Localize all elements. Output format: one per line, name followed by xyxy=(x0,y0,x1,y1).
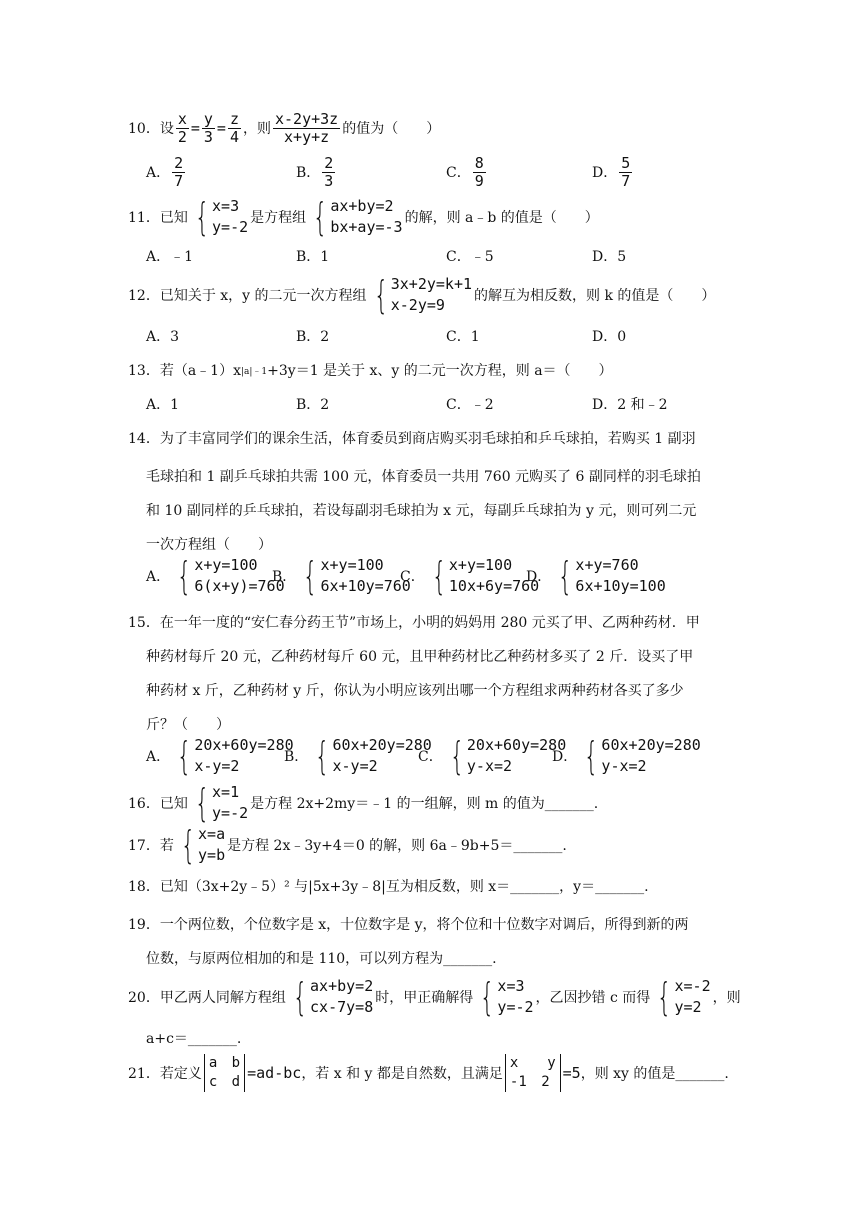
option-b: B．2 xyxy=(296,329,330,345)
question-text: 已知（3x+2y﹣5）² 与|5x+3y﹣8|互为相反数，则 x＝_______，y＝_______. xyxy=(159,879,649,895)
option-label: A． xyxy=(146,749,171,765)
denominator: x+y+z xyxy=(284,127,330,146)
option-b xyxy=(296,152,337,192)
question-13 xyxy=(128,360,613,380)
option-c xyxy=(418,732,568,780)
option-label: D． xyxy=(552,749,578,765)
option-label: A． xyxy=(146,569,171,585)
question-number: 14． xyxy=(128,431,160,447)
equation: 6x+10y=100 xyxy=(575,577,666,595)
question-text: 已知 xyxy=(159,796,188,812)
option-a: A．﹣1 xyxy=(146,249,194,265)
equation: y=2 xyxy=(674,998,702,1016)
numerator: x-2y+3z xyxy=(274,109,339,128)
question-14 xyxy=(128,428,696,448)
equation: y=-2 xyxy=(497,998,534,1016)
equation-system: { 20x+60y=280 x-y=2 xyxy=(176,734,294,778)
question-text: ，则 xyxy=(242,121,271,137)
question-text: 已知关于 x，y 的二元一次方程组 xyxy=(159,288,367,304)
question-text: ，乙因抄错 c 而得 xyxy=(535,990,651,1006)
question-text: 是方程 2x+2my＝﹣1 的一组解，则 m 的值为_______. xyxy=(250,796,599,812)
question-text: 设 xyxy=(159,121,174,137)
option-a: A．3 xyxy=(146,329,180,345)
equation: x-y=2 xyxy=(332,757,378,775)
option-d: D．5 xyxy=(592,249,627,265)
equation-system: { x+y=100 10x+6y=760 xyxy=(431,554,540,598)
option-b: B．2 xyxy=(296,397,330,413)
question-number: 11． xyxy=(128,210,160,226)
question-text: 位数，与原两位相加的和是 110，可以列方程为_______. xyxy=(146,951,497,967)
question-text: 若定义 xyxy=(159,1066,202,1082)
option-label: B． xyxy=(284,749,309,765)
fraction xyxy=(619,155,632,190)
denominator: 3 xyxy=(324,171,334,190)
question-11 xyxy=(128,194,599,240)
equation: 6(x+y)=760 xyxy=(194,577,285,595)
equation: bx+ay=-3 xyxy=(330,218,403,236)
numerator: 5 xyxy=(621,153,631,172)
question-text: 若（a﹣1）x xyxy=(159,363,241,379)
equation: y=-2 xyxy=(212,804,249,822)
determinant xyxy=(204,1054,245,1092)
equation-system: { ax+by=2 cx-7y=8 xyxy=(292,975,374,1019)
question-number: 19． xyxy=(128,917,160,933)
fraction xyxy=(172,155,185,190)
option-label: C． xyxy=(418,749,443,765)
equation-system: { x+y=100 6(x+y)=760 xyxy=(176,554,285,598)
question-text: 种药材 x 斤，乙种药材 y 斤，你认为小明应该列出哪一个方程组求两种药材各买了多少 xyxy=(146,683,684,699)
question-text: 一个两位数，个位数字是 x，十位数字是 y，将个位和十位数字对调后，所得到新的两 xyxy=(159,917,689,933)
equation: ax+by=2 xyxy=(310,977,374,995)
option-b: B．1 xyxy=(296,249,330,265)
equation: 6x+10y=760 xyxy=(320,577,411,595)
question-text: 已知 xyxy=(159,210,188,226)
equation: x=-2 xyxy=(674,977,711,995)
option-b xyxy=(284,732,434,780)
option-label: A． xyxy=(146,165,171,181)
question-21 xyxy=(128,1050,729,1096)
question-text: 斤？（ ） xyxy=(146,717,230,733)
numerator: 2 xyxy=(174,153,184,172)
question-text: ，则 xyxy=(712,990,741,1006)
equation: 20x+60y=280 xyxy=(194,736,294,754)
question-number: 17． xyxy=(128,838,160,854)
option-label: C． xyxy=(400,569,425,585)
question-text: 的解互为相反数，则 k 的值是（ ） xyxy=(474,288,716,304)
equation-system: { x+y=100 6x+10y=760 xyxy=(303,554,411,598)
question-17 xyxy=(128,822,567,868)
question-text: 的解，则 a﹣b 的值是（ ） xyxy=(404,210,599,226)
equation-system: { x=a y=b xyxy=(180,823,226,867)
question-text: 为了丰富同学们的课余生活，体育委员到商店购买羽毛球拍和乒乓球拍，若购买 1 副羽 xyxy=(159,431,696,447)
equation: 60x+20y=280 xyxy=(332,736,432,754)
question-text: +3y＝1 是关于 x、y 的二元一次方程，则 a＝（ ） xyxy=(267,363,613,379)
question-text: ，则 xy 的值是_______. xyxy=(580,1066,729,1082)
equation: cx-7y=8 xyxy=(310,998,374,1016)
option-a xyxy=(146,553,287,599)
fraction xyxy=(228,111,241,146)
question-text: 的值为（ ） xyxy=(342,121,441,137)
question-number: 21． xyxy=(128,1066,160,1082)
equation: 20x+60y=280 xyxy=(466,736,567,754)
matrix-row: c d xyxy=(208,1074,241,1090)
question-text: 若 xyxy=(159,838,174,854)
equation-system: { 3x+2y=k+1 x-2y=9 xyxy=(373,273,473,317)
equation: x=1 xyxy=(212,783,240,801)
fraction xyxy=(273,111,340,146)
exponent: |a|﹣1 xyxy=(240,366,268,377)
question-number: 12． xyxy=(128,288,160,304)
formula: =ad-bc xyxy=(247,1064,302,1082)
formula: =5 xyxy=(562,1064,581,1082)
equation-system: { x=1 y=-2 xyxy=(194,781,249,825)
fraction xyxy=(202,111,215,146)
option-a xyxy=(146,732,296,780)
equation: ax+by=2 xyxy=(330,197,394,215)
option-label: B． xyxy=(296,165,321,181)
question-text: 和 10 副同样的乒乓球拍，若设每副羽毛球拍为 x 元，每副乒乓球拍为 y 元，则可列二元 xyxy=(146,503,697,519)
question-text: 是方程 2x﹣3y+4＝0 的解，则 6a﹣9b+5＝_______. xyxy=(227,838,567,854)
question-number: 16． xyxy=(128,796,160,812)
matrix-row: x y xyxy=(509,1055,556,1071)
equation: x+y=100 xyxy=(320,556,384,574)
option-a xyxy=(146,152,187,192)
equation: x-y=2 xyxy=(194,757,240,775)
equation-system: { x=3 y=-2 xyxy=(480,975,534,1019)
equation: x=a xyxy=(198,825,226,843)
numerator: 8 xyxy=(474,153,484,172)
question-18 xyxy=(128,876,649,896)
numerator: x xyxy=(177,109,187,128)
fraction xyxy=(322,155,335,190)
option-d xyxy=(592,152,634,192)
option-d xyxy=(526,553,668,599)
question-number: 13． xyxy=(128,363,160,379)
option-d xyxy=(552,732,703,780)
equation: y=b xyxy=(198,846,226,864)
question-19 xyxy=(128,914,689,934)
question-16 xyxy=(128,780,598,826)
option-a: A．1 xyxy=(146,397,180,413)
option-label: D． xyxy=(526,569,552,585)
equation-system: { 60x+20y=280 y-x=2 xyxy=(584,734,701,778)
determinant xyxy=(505,1054,561,1092)
equation: x+y=760 xyxy=(575,556,639,574)
question-text: a+c＝_______. xyxy=(146,1031,242,1047)
equation-system: { x+y=760 6x+10y=100 xyxy=(558,554,666,598)
option-c xyxy=(400,553,541,599)
equation: x-2y=9 xyxy=(390,296,445,314)
denominator: 3 xyxy=(203,127,213,146)
matrix-row: a b xyxy=(208,1055,241,1071)
equation: 10x+6y=760 xyxy=(448,577,540,595)
numerator: y xyxy=(203,109,213,128)
question-10: 10． 设 $\frac{x}{2}$ = $\frac{y}{3}$ = $\frac{z}{4}$ ，则 $\frac{x-2y+3z}{x+y+z}$ 的值为（ ） xyxy=(128,109,441,146)
option-b xyxy=(272,553,413,599)
equation-system: { x=-2 y=2 xyxy=(657,975,711,1019)
equation: y-x=2 xyxy=(466,757,513,775)
option-c: C．1 xyxy=(446,329,480,345)
equation: x=3 xyxy=(212,197,240,215)
question-number: 18． xyxy=(128,879,160,895)
option-d: D．2 和﹣2 xyxy=(592,397,668,413)
equation: 3x+2y=k+1 xyxy=(390,275,473,293)
question-text: 甲乙两人同解方程组 xyxy=(159,990,286,1006)
fraction xyxy=(473,155,486,190)
fraction xyxy=(176,111,189,146)
question-number: 10． xyxy=(128,121,160,137)
equation-system: { 20x+60y=280 y-x=2 xyxy=(449,734,567,778)
denominator: 7 xyxy=(621,171,631,190)
question-text: ，若 x 和 y 都是自然数，且满足 xyxy=(301,1066,503,1082)
option-label: D． xyxy=(592,165,618,181)
denominator: 4 xyxy=(229,127,239,146)
equation-system: { 60x+20y=280 x-y=2 xyxy=(315,734,432,778)
equation: 60x+20y=280 xyxy=(601,736,701,754)
option-c: C．﹣2 xyxy=(446,397,494,413)
question-text: 时，甲正确解得 xyxy=(375,990,474,1006)
numerator: z xyxy=(229,109,239,128)
numerator: 2 xyxy=(324,153,334,172)
option-label: C． xyxy=(446,165,471,181)
question-text: 是方程组 xyxy=(250,210,307,226)
question-text: 毛球拍和 1 副乒乓球拍共需 100 元，体育委员一共用 760 元购买了 6 副同样的羽毛球拍 xyxy=(146,469,701,485)
question-20 xyxy=(128,972,741,1022)
equation: y-x=2 xyxy=(601,757,647,775)
option-d: D．0 xyxy=(592,329,627,345)
question-text: 种药材每斤 20 元，乙种药材每斤 60 元，且甲种药材比乙种药材多买了 2 斤．设买了甲 xyxy=(146,649,694,665)
equation: x+y=100 xyxy=(448,556,513,574)
option-c xyxy=(446,152,488,192)
option-c: C．﹣5 xyxy=(446,249,494,265)
question-text: 在一年一度的“安仁春分药王节”市场上，小明的妈妈用 280 元买了甲、乙两种药材．甲 xyxy=(159,615,700,631)
question-number: 15． xyxy=(128,615,160,631)
matrix-row: -1 2 xyxy=(509,1074,550,1090)
option-label: B． xyxy=(272,569,297,585)
question-15 xyxy=(128,612,700,632)
question-12 xyxy=(128,272,715,318)
denominator: 7 xyxy=(174,171,184,190)
equation-system: { x=3 y=-2 xyxy=(194,195,249,239)
equation: x=3 xyxy=(497,977,525,995)
question-text: 一次方程组（ ） xyxy=(146,537,272,553)
denominator: 9 xyxy=(474,171,484,190)
equation: y=-2 xyxy=(212,218,249,236)
equation-system: { ax+by=2 bx+ay=-3 xyxy=(312,195,403,239)
question-number: 20． xyxy=(128,990,160,1006)
equation: x+y=100 xyxy=(194,556,258,574)
denominator: 2 xyxy=(177,127,187,146)
